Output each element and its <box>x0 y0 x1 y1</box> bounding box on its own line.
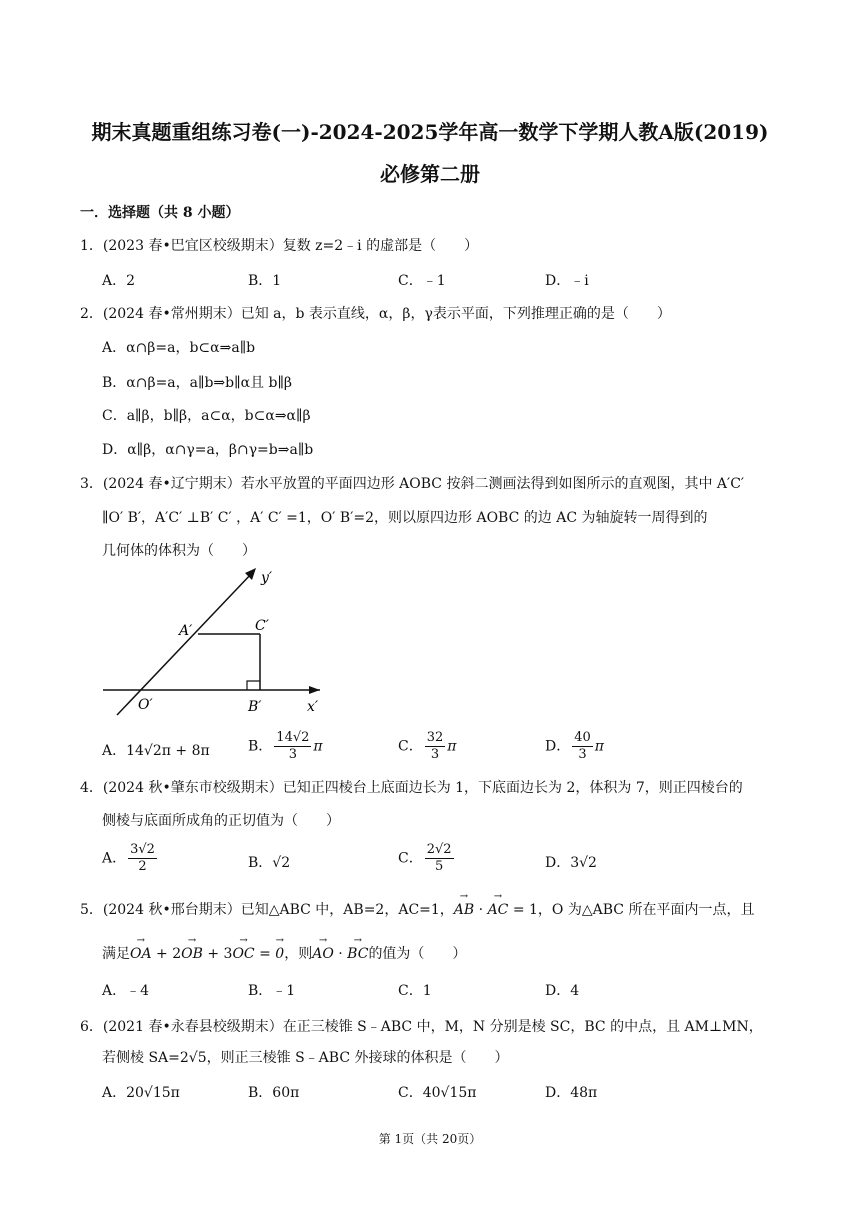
question-3-stem-line-1: 3．(2024 春•辽宁期末）若水平放置的平面四边形 AOBC 按斜二测画法得到如图所示的直观图，其中 A′C′ <box>80 476 745 492</box>
q3-option-a: A．14√2π + 8π <box>102 743 210 759</box>
vector-ab: → AB <box>454 902 474 918</box>
question-3-stem-line-2: ∥O′ B′，A′C′ ⊥B′ C′ ，A′ C′ =1，O′ B′=2，则以原四边形 AOBC 的边 AC 为轴旋转一周得到的 <box>102 510 708 526</box>
vector-ob: → OB <box>181 946 203 962</box>
oblique-diagram <box>95 560 335 720</box>
label-b-prime: B′ <box>248 699 262 715</box>
q1-option-d: D．﹣i <box>545 273 589 289</box>
q4-option-d: D．3√2 <box>545 855 597 871</box>
vector-oa: → OA <box>130 946 152 962</box>
question-5-stem-line-2: 满足→ OA + 2→ OB + 3→ OC = → 0，则→ AO · → BC的值为（ ） <box>102 943 466 963</box>
q5-option-c: C．1 <box>398 983 432 999</box>
question-4-stem-line-2: 侧棱与底面所成角的正切值为（ ） <box>102 813 340 829</box>
q1-option-a: A．2 <box>102 273 136 289</box>
vector-oc: → OC <box>232 946 254 962</box>
q3-option-c: C． $\frac{32}{3}$ π <box>398 730 457 762</box>
vector-ao: → AO <box>312 946 334 962</box>
right-angle-mark-icon <box>247 681 260 690</box>
question-4-stem-line-1: 4．(2024 秋•肇东市校级期末）已知正四棱台上底面边长为 1，下底面边长为 2，体积为 7，则正四棱台的 <box>80 780 743 796</box>
q2-option-b: B．α∩β=a，a∥b⇒b∥α且 b∥β <box>102 375 293 391</box>
question-6-stem-line-2: 若侧棱 SA=2√5，则正三棱锥 S﹣ABC 外接球的体积是（ ） <box>102 1050 509 1066</box>
title-line-2: 必修第二册 <box>380 162 480 186</box>
page-footer: 第 1页（共 20页） <box>378 1132 482 1146</box>
q4-option-a: A． $\frac{3√2}{2}$ <box>102 842 155 874</box>
q6-option-a: A．20√15π <box>102 1085 180 1101</box>
q2-option-a: A．α∩β=a，b⊂α⇒a∥b <box>102 340 256 356</box>
q2-option-c: C．a∥β，b∥β，a⊂α，b⊂α⇒α∥β <box>102 408 311 424</box>
q5-option-d: D．4 <box>545 983 580 999</box>
x-axis-arrow-icon <box>309 686 320 694</box>
label-y-prime: y′ <box>261 570 273 586</box>
q6-option-b: B．60π <box>248 1085 300 1101</box>
label-o-prime: O′ <box>138 697 153 713</box>
label-x-prime: x′ <box>307 699 319 715</box>
q6-option-c: C．40√15π <box>398 1085 477 1101</box>
question-2-stem: 2．(2024 春•常州期末）已知 a，b 表示直线，α，β，γ表示平面，下列推理正确的是（ ） <box>80 306 671 322</box>
y-axis <box>117 572 253 715</box>
q2-option-d: D．α∥β，α∩γ=a，β∩γ=b⇒a∥b <box>102 442 314 458</box>
vector-ac: → AC <box>488 902 509 918</box>
question-6-stem-line-1: 6．(2021 春•永春县校级期末）在正三棱锥 S﹣ABC 中，M，N 分别是棱 SC，BC 的中点，且 AM⊥MN， <box>80 1019 763 1035</box>
vector-bc: → BC <box>347 946 368 962</box>
q1-option-b: B．1 <box>248 273 282 289</box>
q5-option-b: B．﹣1 <box>248 983 296 999</box>
question-3-stem-line-3: 几何体的体积为（ ） <box>102 543 256 559</box>
question-1-stem: 1．(2023 春•巴宜区校级期末）复数 z=2﹣i 的虚部是（ ） <box>80 238 479 254</box>
q5-option-a: A．﹣4 <box>102 983 150 999</box>
title-line-1: 期末真题重组练习卷(一)-2024-2025学年高一数学下学期人教A版(2019) <box>91 120 769 144</box>
q3-option-b: B． $\frac{14√2}{3}$ π <box>248 730 323 762</box>
q6-option-d: D．48π <box>545 1085 598 1101</box>
q1-option-c: C．﹣1 <box>398 273 446 289</box>
question-5-stem-line-1: 5．(2024 秋•邢台期末）已知△ABC 中，AB=2，AC=1，→ AB · → AC = 1，O 为△ABC 所在平面内一点，且 <box>80 899 754 919</box>
label-a-prime: A′ <box>179 623 193 639</box>
q3-option-d: D． $\frac{40}{3}$ π <box>545 730 604 762</box>
q4-option-c: C． $\frac{2√2}{5}$ <box>398 842 452 874</box>
label-c-prime: C′ <box>255 618 269 634</box>
zero-vector: → 0 <box>275 946 284 962</box>
q4-option-b: B．√2 <box>248 855 291 871</box>
section-heading: 一．选择题（共 8 小题） <box>80 205 240 221</box>
